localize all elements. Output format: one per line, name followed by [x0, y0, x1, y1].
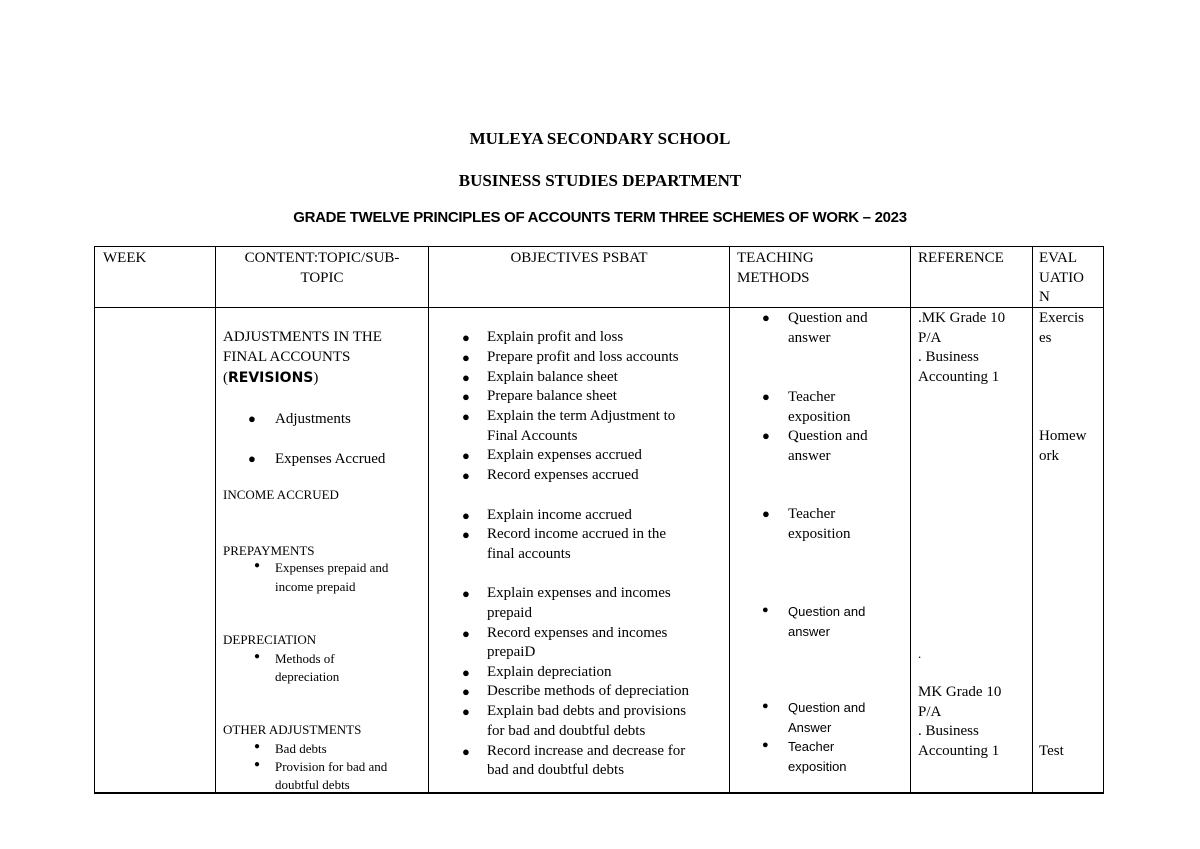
list-item: Record increase and decrease for: [487, 743, 686, 759]
list-item: Explain bad debts and provisions: [487, 703, 687, 719]
reference-block-2: MK Grade 10 P/A . Business Accounting 1: [918, 684, 1002, 759]
list-item: prepaiD: [487, 644, 536, 660]
content-income-accrued: INCOME ACCRUED: [223, 487, 339, 502]
list-item: Explain depreciation: [487, 664, 612, 680]
method-teacher-exposition-1: Teacher exposition: [788, 389, 851, 425]
list-item: Explain the term Adjustment to: [487, 408, 676, 424]
content-revisions: (REVISIONS): [223, 370, 319, 386]
header-teaching-methods: TEACHING METHODS: [737, 250, 814, 286]
content-other-adjustments: OTHER ADJUSTMENTS: [223, 722, 362, 737]
department-name: BUSINESS STUDIES DEPARTMENT: [458, 171, 742, 190]
evaluation-homework: Homew ork: [1039, 428, 1087, 464]
header-week: WEEK: [103, 250, 147, 266]
list-item: bad and doubtful debts: [487, 762, 625, 778]
school-name: MULEYA SECONDARY SCHOOL: [469, 129, 731, 148]
reference-block-1: .MK Grade 10 P/A . Business Accounting 1: [918, 310, 1006, 385]
content-expenses-accrued: Expenses Accrued: [275, 451, 386, 467]
method-question-answer-2: Question and answer: [788, 428, 868, 464]
method-teacher-exposition-3: Teacher exposition: [788, 739, 847, 774]
list-item: Prepare balance sheet: [487, 388, 617, 404]
list-item: Explain balance sheet: [487, 369, 618, 385]
content-provision-line-1: Provision for bad and: [275, 759, 388, 774]
list-item: prepaid: [487, 605, 532, 621]
header-reference: REFERENCE: [918, 250, 1004, 266]
evaluation-test: Test: [1039, 743, 1064, 759]
list-item: Explain income accrued: [487, 507, 632, 523]
content-methods-line-1: Methods of: [275, 651, 335, 666]
list-item: Explain expenses and incomes: [487, 585, 671, 601]
content-methods-line-2: depreciation: [275, 669, 340, 684]
content-adjustments: Adjustments: [275, 411, 351, 427]
list-item: Describe methods of depreciation: [487, 683, 690, 699]
content-prepaid-line-1: Expenses prepaid and: [275, 560, 389, 575]
content-bad-debts: Bad debts: [275, 741, 327, 756]
content-depreciation: DEPRECIATION: [223, 632, 317, 647]
content-provision-line-2: doubtful debts: [275, 777, 350, 792]
list-item: Prepare profit and loss accounts: [487, 349, 679, 365]
list-item: for bad and doubtful debts: [487, 723, 646, 739]
method-teacher-exposition-2: Teacher exposition: [788, 506, 851, 542]
list-item: Explain expenses accrued: [487, 447, 642, 463]
list-item: Explain profit and loss: [487, 329, 624, 345]
reference-dot: .: [918, 646, 922, 661]
header-objectives: OBJECTIVES PSBAT: [510, 250, 648, 266]
content-topic-line-1: ADJUSTMENTS IN THE: [223, 329, 382, 345]
content-prepaid-line-2: income prepaid: [275, 579, 356, 594]
evaluation-exercises: Exercis es: [1039, 310, 1084, 346]
content-prepayments: PREPAYMENTS: [223, 543, 315, 558]
method-question-answer-3: Question and answer: [788, 604, 866, 639]
list-item: Final Accounts: [487, 428, 578, 444]
list-item: Record expenses accrued: [487, 467, 639, 483]
header-evaluation: EVAL UATIO N: [1039, 250, 1084, 306]
content-topic-line-2: FINAL ACCOUNTS: [223, 349, 351, 365]
method-question-answer-4: Question and Answer: [788, 700, 866, 735]
method-question-answer-1: Question and answer: [788, 310, 868, 346]
list-item: final accounts: [487, 546, 571, 562]
document-title: GRADE TWELVE PRINCIPLES OF ACCOUNTS TERM THREE SCHEMES OF WORK – 2023: [293, 209, 907, 226]
list-item: Record income accrued in the: [487, 526, 667, 542]
list-item: Record expenses and incomes: [487, 625, 668, 641]
header-content: CONTENT:TOPIC/SUB- TOPIC: [244, 250, 400, 286]
